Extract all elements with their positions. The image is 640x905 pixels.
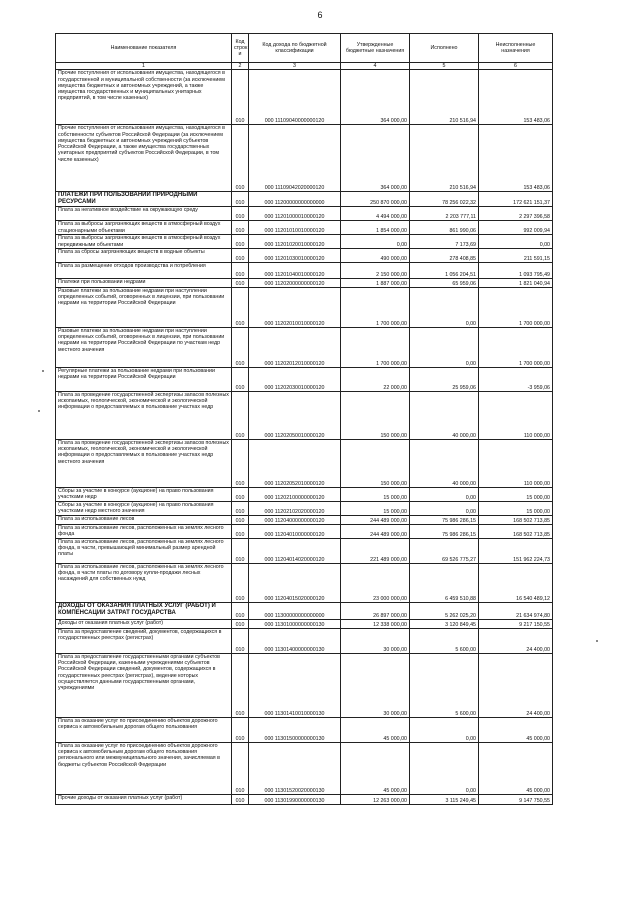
row-name: Регулярные платежи за пользование недрами при пользовании недрами на территории Российской Федерации — [56, 367, 232, 391]
table-row — [56, 439, 553, 487]
row-line-code: 010 — [232, 628, 249, 653]
row-name: Сборы за участие в конкурсе (аукционе) на право пользования участками недр местного значения — [56, 501, 232, 515]
row-executed: 1 056 204,51 — [410, 262, 479, 278]
table-row — [56, 628, 553, 653]
column-number: 2 — [232, 63, 249, 70]
row-budget-code: 000 11301410010000130 — [249, 653, 341, 717]
row-unexecuted: 0,00 — [479, 235, 553, 249]
row-approved: 45 000,00 — [341, 742, 410, 794]
row-unexecuted: 151 962 224,73 — [479, 538, 553, 563]
scan-speck — [596, 640, 598, 642]
row-budget-code: 000 11109042020000120 — [249, 125, 341, 192]
row-unexecuted: 992 009,94 — [479, 221, 553, 235]
row-name: Плата за предоставление сведений, документов, содержащихся в государственных реестрах (регистрах) — [56, 628, 232, 653]
row-name: Прочие поступления от использования имущества, находящегося в государственной и муниципальной собственности (за исключением имущества бюджетных и автономных учреждений, а также имущества государственных и муниципальных унитарных предприятий, в том числе казенных) — [56, 70, 232, 125]
row-name: Плата за оказание услуг по присоединению объектов дорожного сервиса к автомобильным дорогам общего пользования регионального или межмуниципального значения, зачисляемая в бюджеты субъектов Российской Федерации — [56, 742, 232, 794]
row-approved: 30 000,00 — [341, 628, 410, 653]
row-name: Плата за использование лесов — [56, 515, 232, 524]
row-name: Плата за сбросы загрязняющих веществ в водные объекты — [56, 248, 232, 262]
row-executed: 75 986 286,15 — [410, 524, 479, 538]
row-unexecuted: 1 700 000,00 — [479, 287, 553, 327]
row-executed: 25 959,06 — [410, 367, 479, 391]
row-approved: 490 000,00 — [341, 248, 410, 262]
column-number-row — [56, 63, 553, 70]
table-row — [56, 619, 553, 628]
row-budget-code: 000 11204010000000120 — [249, 524, 341, 538]
row-executed: 75 986 286,15 — [410, 515, 479, 524]
row-approved: 250 870 000,00 — [341, 192, 410, 207]
table-row — [56, 487, 553, 501]
row-name: Плата за использование лесов, расположенных на землях лесного фонда — [56, 524, 232, 538]
row-line-code: 010 — [232, 538, 249, 563]
row-budget-code: 000 11204015020000120 — [249, 563, 341, 602]
column-number: 4 — [341, 63, 410, 70]
header-budget-code: Код дохода по бюджетной классификации — [249, 34, 341, 63]
row-name: Прочие поступления от использования имущества, находящегося в собственности субъектов Российской Федерации (за исключением имущества бюджетных и автономных учреждений субъектов Российской Федерации, а также имущества государственных унитарных предприятий субъектов Российской Федерации, в том числе казенных) — [56, 125, 232, 192]
table-row — [56, 235, 553, 249]
row-unexecuted: 9 217 150,55 — [479, 619, 553, 628]
row-approved: 1 700 000,00 — [341, 327, 410, 367]
row-approved: 22 000,00 — [341, 367, 410, 391]
row-approved: 15 000,00 — [341, 501, 410, 515]
row-unexecuted: 211 591,15 — [479, 248, 553, 262]
row-unexecuted: 153 483,06 — [479, 70, 553, 125]
row-unexecuted: 1 700 000,00 — [479, 327, 553, 367]
row-line-code: 010 — [232, 192, 249, 207]
row-budget-code: 000 11301990000000130 — [249, 794, 341, 804]
row-executed: 78 256 022,32 — [410, 192, 479, 207]
row-line-code: 010 — [232, 125, 249, 192]
row-name: Плата за использование лесов, расположенных на землях лесного фонда, в части, превышающей минимальный размер арендной платы — [56, 538, 232, 563]
row-name: Плата за использование лесов, расположенных на землях лесного фонда, в части платы по договору купли-продажи лесных насаждений для собственных нужд — [56, 563, 232, 602]
column-number: 1 — [56, 63, 232, 70]
row-budget-code: 000 11201040010000120 — [249, 262, 341, 278]
row-name: Доходы от оказания платных услуг (работ) — [56, 619, 232, 628]
header-executed: Исполнено — [410, 34, 479, 63]
row-unexecuted: 110 000,00 — [479, 439, 553, 487]
row-unexecuted: 9 147 750,55 — [479, 794, 553, 804]
row-executed: 65 959,06 — [410, 278, 479, 287]
row-budget-code: 000 11301520020000130 — [249, 742, 341, 794]
row-approved: 23 000 000,00 — [341, 563, 410, 602]
row-line-code: 010 — [232, 717, 249, 742]
row-unexecuted: 24 400,00 — [479, 653, 553, 717]
table-row — [56, 602, 553, 619]
row-name: Сборы за участие в конкурсе (аукционе) на право пользования участками недр — [56, 487, 232, 501]
row-approved: 45 000,00 — [341, 717, 410, 742]
row-executed: 2 203 777,11 — [410, 207, 479, 221]
row-unexecuted: 153 483,06 — [479, 125, 553, 192]
row-executed: 210 516,94 — [410, 70, 479, 125]
row-executed: 5 262 025,20 — [410, 602, 479, 619]
row-budget-code: 000 11301400000000130 — [249, 628, 341, 653]
row-budget-code: 000 11202012010000120 — [249, 327, 341, 367]
row-approved: 26 897 000,00 — [341, 602, 410, 619]
row-approved: 244 489 000,00 — [341, 515, 410, 524]
header-approved: Утвержденные бюджетные назначения — [341, 34, 410, 63]
table-row — [56, 192, 553, 207]
row-unexecuted: 45 000,00 — [479, 717, 553, 742]
row-line-code: 010 — [232, 563, 249, 602]
table-row — [56, 262, 553, 278]
row-executed: 278 408,85 — [410, 248, 479, 262]
row-approved: 2 150 000,00 — [341, 262, 410, 278]
table-row — [56, 538, 553, 563]
table-row — [56, 70, 553, 125]
row-executed: 5 600,00 — [410, 628, 479, 653]
row-line-code: 010 — [232, 262, 249, 278]
row-executed: 3 115 249,45 — [410, 794, 479, 804]
table-row — [56, 125, 553, 192]
row-approved: 364 000,00 — [341, 125, 410, 192]
table-row — [56, 278, 553, 287]
row-approved: 150 000,00 — [341, 391, 410, 439]
table-row — [56, 501, 553, 515]
row-line-code: 010 — [232, 501, 249, 515]
row-name: Плата за выбросы загрязняющих веществ в атмосферный воздух стационарными объектами — [56, 221, 232, 235]
row-line-code: 010 — [232, 391, 249, 439]
scan-speck — [38, 410, 40, 412]
row-approved: 0,00 — [341, 235, 410, 249]
row-line-code: 010 — [232, 602, 249, 619]
row-line-code: 010 — [232, 524, 249, 538]
row-name: Плата за проведение государственной экспертизы запасов полезных ископаемых, геологической, экономической и экологической информации о предоставляемых в пользование участках недр местного значения — [56, 439, 232, 487]
row-executed: 0,00 — [410, 287, 479, 327]
table-row — [56, 248, 553, 262]
row-executed: 69 526 775,27 — [410, 538, 479, 563]
header-line-code: Код строк и — [232, 34, 249, 63]
table-row — [56, 221, 553, 235]
row-line-code: 010 — [232, 207, 249, 221]
row-unexecuted: 15 000,00 — [479, 501, 553, 515]
scan-speck — [42, 370, 44, 372]
row-budget-code: 000 11204000000000120 — [249, 515, 341, 524]
row-budget-code: 000 11300000000000000 — [249, 602, 341, 619]
row-budget-code: 000 11200000000000000 — [249, 192, 341, 207]
row-executed: 3 120 849,45 — [410, 619, 479, 628]
row-budget-code: 000 11202102020000120 — [249, 501, 341, 515]
row-executed: 5 600,00 — [410, 653, 479, 717]
row-line-code: 010 — [232, 221, 249, 235]
row-unexecuted: 168 502 713,85 — [479, 524, 553, 538]
table-row — [56, 327, 553, 367]
row-executed: 40 000,00 — [410, 391, 479, 439]
row-line-code: 010 — [232, 619, 249, 628]
row-executed: 210 516,94 — [410, 125, 479, 192]
row-approved: 4 494 000,00 — [341, 207, 410, 221]
row-name: Разовые платежи за пользование недрами при наступлении определенных событий, оговоренных в лицензии, при пользовании недрами на территории Российской Федерации — [56, 287, 232, 327]
row-approved: 1 700 000,00 — [341, 287, 410, 327]
row-budget-code: 000 11201000010000120 — [249, 207, 341, 221]
row-unexecuted: 110 000,00 — [479, 391, 553, 439]
row-line-code: 010 — [232, 794, 249, 804]
row-name: Прочие доходы от оказания платных услуг (работ) — [56, 794, 232, 804]
row-line-code: 010 — [232, 367, 249, 391]
table-row — [56, 794, 553, 804]
row-unexecuted: 15 000,00 — [479, 487, 553, 501]
row-unexecuted: 2 297 396,58 — [479, 207, 553, 221]
row-budget-code: 000 11301500000000130 — [249, 717, 341, 742]
row-executed: 7 173,69 — [410, 235, 479, 249]
row-name: Плата за выбросы загрязняющих веществ в атмосферный воздух передвижными объектами — [56, 235, 232, 249]
row-budget-code: 000 11201030010000120 — [249, 248, 341, 262]
row-budget-code: 000 11202100000000120 — [249, 487, 341, 501]
row-line-code: 010 — [232, 653, 249, 717]
row-executed: 40 000,00 — [410, 439, 479, 487]
table-row — [56, 367, 553, 391]
column-number: 5 — [410, 63, 479, 70]
row-approved: 30 000,00 — [341, 653, 410, 717]
row-budget-code: 000 11202000000000120 — [249, 278, 341, 287]
row-budget-code: 000 11201010010000120 — [249, 221, 341, 235]
row-line-code: 010 — [232, 742, 249, 794]
row-approved: 15 000,00 — [341, 487, 410, 501]
row-budget-code: 000 11204014020000120 — [249, 538, 341, 563]
row-unexecuted: 1 093 795,49 — [479, 262, 553, 278]
row-line-code: 010 — [232, 278, 249, 287]
row-name: Плата за негативное воздействие на окружающую среду — [56, 207, 232, 221]
row-line-code: 010 — [232, 327, 249, 367]
row-line-code: 010 — [232, 487, 249, 501]
row-unexecuted: 45 000,00 — [479, 742, 553, 794]
row-unexecuted: 21 634 974,80 — [479, 602, 553, 619]
header-name: Наименование показателя — [56, 34, 232, 63]
row-line-code: 010 — [232, 235, 249, 249]
row-unexecuted: 168 502 713,85 — [479, 515, 553, 524]
column-number: 3 — [249, 63, 341, 70]
row-name: Плата за проведение государственной экспертизы запасов полезных ископаемых, геологической, экономической и экологической информации о предоставляемых в пользование участках недр — [56, 391, 232, 439]
row-executed: 0,00 — [410, 501, 479, 515]
row-executed: 0,00 — [410, 327, 479, 367]
row-name: ДОХОДЫ ОТ ОКАЗАНИЯ ПЛАТНЫХ УСЛУГ (РАБОТ) И КОМПЕНСАЦИИ ЗАТРАТ ГОСУДАРСТВА — [56, 602, 232, 619]
table-row — [56, 287, 553, 327]
row-name: Плата за предоставление государственными органами субъектов Российской Федерации, казенными учреждениями субъектов Российской Федерации сведений, документов, содержащихся в государственных реестрах (регистрах), ведение которых осуществляется данными государственными органами, учреждениями — [56, 653, 232, 717]
table-row — [56, 391, 553, 439]
budget-report-table — [55, 33, 553, 805]
table-row — [56, 515, 553, 524]
row-executed: 0,00 — [410, 717, 479, 742]
row-unexecuted: 1 821 040,94 — [479, 278, 553, 287]
row-approved: 12 263 000,00 — [341, 794, 410, 804]
row-name: Платежи при пользовании недрами — [56, 278, 232, 287]
row-budget-code: 000 11201020010000120 — [249, 235, 341, 249]
table-row — [56, 742, 553, 794]
header-unexecuted: Неисполненные назначения — [479, 34, 553, 63]
row-approved: 244 489 000,00 — [341, 524, 410, 538]
row-budget-code: 000 11202010010000120 — [249, 287, 341, 327]
row-approved: 364 000,00 — [341, 70, 410, 125]
row-approved: 150 000,00 — [341, 439, 410, 487]
row-executed: 0,00 — [410, 487, 479, 501]
row-unexecuted: 16 540 489,12 — [479, 563, 553, 602]
row-name: Плата за размещение отходов производства и потребления — [56, 262, 232, 278]
row-line-code: 010 — [232, 515, 249, 524]
row-line-code: 010 — [232, 287, 249, 327]
row-approved: 221 489 000,00 — [341, 538, 410, 563]
row-unexecuted: 24 400,00 — [479, 628, 553, 653]
row-name: ПЛАТЕЖИ ПРИ ПОЛЬЗОВАНИИ ПРИРОДНЫМИ РЕСУРСАМИ — [56, 192, 232, 207]
row-budget-code: 000 11301000000000130 — [249, 619, 341, 628]
row-budget-code: 000 11109040000000120 — [249, 70, 341, 125]
row-approved: 1 854 000,00 — [341, 221, 410, 235]
table-row — [56, 717, 553, 742]
row-budget-code: 000 11202050010000120 — [249, 391, 341, 439]
row-line-code: 010 — [232, 70, 249, 125]
table-row — [56, 653, 553, 717]
table-row — [56, 524, 553, 538]
row-name: Разовые платежи за пользование недрами при наступлении определенных событий, оговоренных в лицензии, при пользовании недрами на территории Российской Федерации по участкам недр местного значения — [56, 327, 232, 367]
page-number: 6 — [317, 10, 323, 20]
row-unexecuted: -3 959,06 — [479, 367, 553, 391]
row-budget-code: 000 11202052010000120 — [249, 439, 341, 487]
row-executed: 6 459 510,88 — [410, 563, 479, 602]
row-budget-code: 000 11202030010000120 — [249, 367, 341, 391]
row-approved: 12 338 000,00 — [341, 619, 410, 628]
row-executed: 861 990,06 — [410, 221, 479, 235]
row-executed: 0,00 — [410, 742, 479, 794]
table-row — [56, 207, 553, 221]
row-line-code: 010 — [232, 439, 249, 487]
column-number: 6 — [479, 63, 553, 70]
row-unexecuted: 172 621 151,37 — [479, 192, 553, 207]
table-row — [56, 563, 553, 602]
row-name: Плата за оказание услуг по присоединению объектов дорожного сервиса к автомобильным дорогам общего пользования — [56, 717, 232, 742]
row-approved: 1 887 000,00 — [341, 278, 410, 287]
row-line-code: 010 — [232, 248, 249, 262]
